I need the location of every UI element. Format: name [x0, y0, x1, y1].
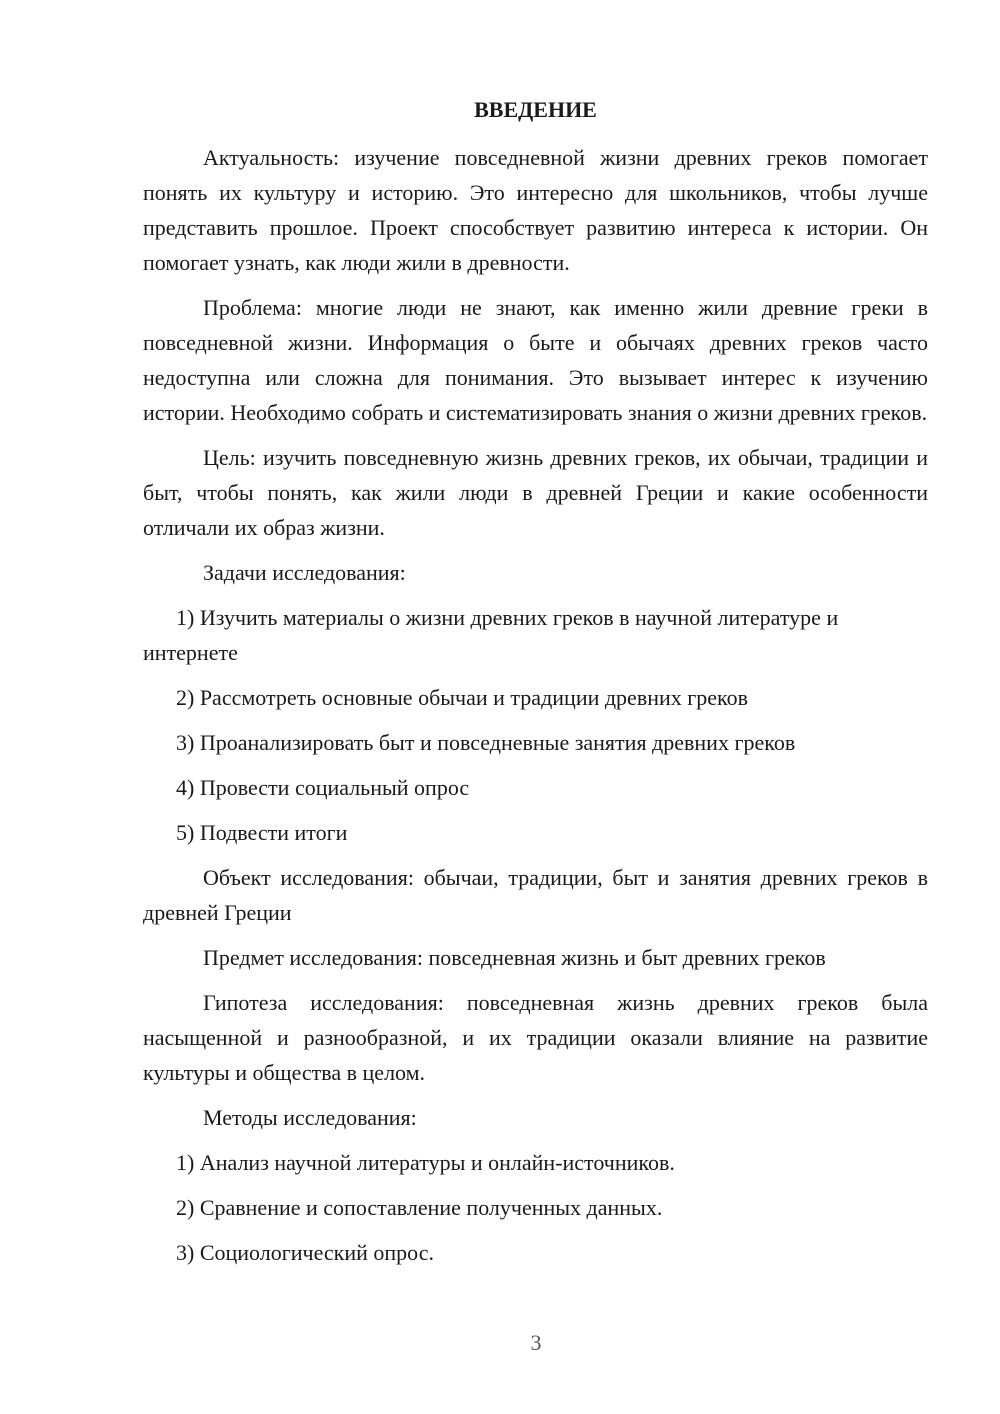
method-item: 3) Социологический опрос. — [176, 1240, 434, 1265]
method-item: 1) Анализ научной литературы и онлайн-источников. — [176, 1150, 675, 1175]
object-paragraph: Объект исследования: обычаи, традиции, быт и занятия древних греков в древней Греции — [143, 865, 928, 925]
task-item: 4) Провести социальный опрос — [176, 775, 470, 800]
task-item: 3) Проанализировать быт и повседневные занятия древних греков — [176, 730, 796, 755]
page-title: ВВЕДЕНИЕ — [474, 97, 597, 122]
hypothesis-paragraph: Гипотеза исследования: повседневная жизнь древних греков была насыщенной и разнообразной, и их традиции оказали влияние на развитие культуры и общества в целом. — [143, 990, 928, 1085]
document-page — [143, 92, 928, 1280]
subject-paragraph: Предмет исследования: повседневная жизнь и быт древних греков — [203, 945, 826, 970]
problem-paragraph: Проблема: многие люди не знают, как именно жили древние греки в повседневной жизни. Информация о быте и обычаях древних греков часто недоступна или сложна для понимания. Это вызывает интерес к изучению истории. Необходимо собрать и систематизировать знания о жизни древних греков. — [143, 295, 928, 425]
tasks-heading: Задачи исследования: — [203, 560, 406, 585]
methods-heading: Методы исследования: — [203, 1105, 417, 1130]
goal-paragraph: Цель: изучить повседневную жизнь древних греков, их обычаи, традиции и быт, чтобы понять, как жили люди в древней Греции и какие особенности отличали их образ жизни. — [143, 445, 928, 540]
method-item: 2) Сравнение и сопоставление полученных данных. — [176, 1195, 663, 1220]
task-item: 5) Подвести итоги — [176, 820, 348, 845]
page-number: 3 — [530, 1330, 542, 1355]
task-item: 1) Изучить материалы о жизни древних греков в научной литературе и интернете — [143, 605, 839, 665]
relevance-paragraph: Актуальность: изучение повседневной жизни древних греков помогает понять их культуру и историю. Это интересно для школьников, чтобы лучше представить прошлое. Проект способствует развитию интереса к истории. Он помогает узнать, как люди жили в древности. — [143, 145, 928, 275]
task-item: 2) Рассмотреть основные обычаи и традиции древних греков — [176, 685, 748, 710]
